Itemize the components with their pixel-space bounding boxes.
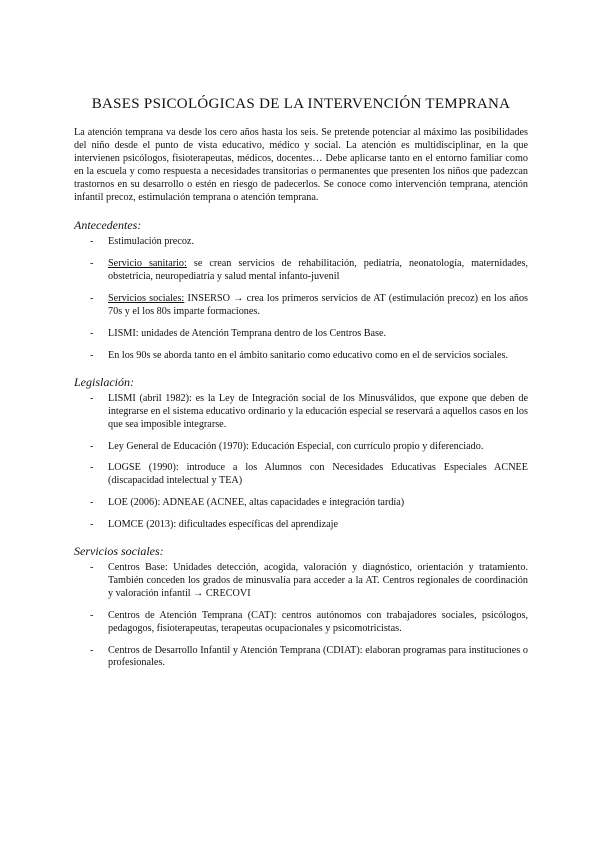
bullet-dash: - (90, 562, 94, 574)
list-item (74, 519, 528, 532)
list-item (74, 610, 528, 636)
item-text: Ley General de Educación (1970): Educación Especial, con currículo propio y diferenciado. (108, 440, 484, 452)
section-heading: Legislación: (74, 374, 134, 389)
bullet-dash: - (90, 462, 94, 474)
sections-container (74, 218, 528, 670)
item-text: Centros Base: Unidades detección, acogida, valoración y diagnóstico, orientación y tratamiento. También conceden los grados de minusvalía para acceder a la AT. Centros regionales de coordinación y valoración infantil → CRECOVI (108, 562, 528, 599)
section-heading: Servicios sociales: (74, 544, 164, 559)
bullet-dash: - (90, 519, 94, 531)
list-item (74, 645, 528, 671)
bullet-dash: - (90, 293, 94, 305)
bullet-dash: - (90, 236, 94, 248)
item-text: Centros de Desarrollo Infantil y Atención Temprana (CDIAT): elaboran programas para instituciones o profesionales. (108, 644, 528, 669)
item-text: se crean servicios de rehabilitación, pediatría, neonatología, maternidades, obstetricia, neuropediatría y salud mental infanto-juvenil (108, 258, 528, 283)
section-list (74, 562, 528, 670)
bullet-dash: - (90, 349, 94, 361)
item-text: INSERSO → crea los primeros servicios de AT (estimulación precoz) en los años 70s y el los 80s imparte formaciones. (108, 293, 529, 318)
item-text: LISMI (abril 1982): es la Ley de Integración social de los Minusválidos, que expone que deben de integrarse en el sistema educativo ordinario y la educación especial se reservará a aquellos casos en los que sea imposible integrarse. (108, 392, 528, 430)
list-item (74, 393, 528, 432)
list-item (74, 497, 528, 510)
list-item (74, 328, 528, 341)
list-item (74, 236, 528, 249)
item-text: LOGSE (1990): introduce a los Alumnos con Necesidades Educativas Especiales ACNEE (discapacidad intelectual y TEA) (108, 462, 528, 487)
section-list (74, 393, 528, 532)
document-title: BASES PSICOLÓGICAS DE LA INTERVENCIÓN TEMPRANA (91, 96, 511, 112)
bullet-dash: - (90, 644, 94, 656)
list-item (74, 293, 528, 319)
item-text: LISMI: unidades de Atención Temprana dentro de los Centros Base. (108, 327, 387, 339)
item-lead-label: Servicios sociales: (108, 293, 185, 305)
bullet-dash: - (90, 497, 94, 509)
item-lead-label: Servicio sanitario: (108, 258, 187, 270)
item-text: Estimulación precoz. (108, 236, 194, 248)
section-heading: Antecedentes: (74, 218, 142, 233)
bullet-dash: - (90, 258, 94, 270)
bullet-dash: - (90, 440, 94, 452)
list-item (74, 441, 528, 454)
list-item (74, 350, 528, 363)
list-item (74, 462, 528, 488)
list-item (74, 562, 528, 601)
item-text: En los 90s se aborda tanto en el ámbito sanitario como educativo como en el de servicios sociales. (108, 349, 509, 361)
item-text: LOE (2006): ADNEAE (ACNEE, altas capacidades e integración tardía) (108, 497, 405, 509)
bullet-dash: - (90, 609, 94, 621)
intro-paragraph: La atención temprana va desde los cero años hasta los seis. Se pretende potenciar al máximo las posibilidades del niño desde el punto de vista educativo, médico y social. La atención es multidisciplinar, en la que intervienen psicólogos, fisioterapeutas, médicos, docentes… Debe aplicarse tanto en el entorno familiar como en la escuela y como respuesta a necesidades transitorias o permanentes que presenten los niños que padezcan trastornos en su desarrollo o estén en riesgo de padecerlos. Se conoce como intervención temprana, atención infantil precoz, estimulación temprana o atención temprana. (74, 127, 528, 203)
item-text: LOMCE (2013): dificultades específicas del aprendizaje (108, 519, 338, 531)
list-item (74, 258, 528, 284)
section-list (74, 236, 528, 362)
bullet-dash: - (90, 327, 94, 339)
bullet-dash: - (90, 392, 94, 404)
item-text: Centros de Atención Temprana (CAT): centros autónomos con trabajadores sociales, psicólogos, pedagogos, fisioterapeutas, terapeutas ocupacionales y psicomotricistas. (108, 609, 528, 634)
